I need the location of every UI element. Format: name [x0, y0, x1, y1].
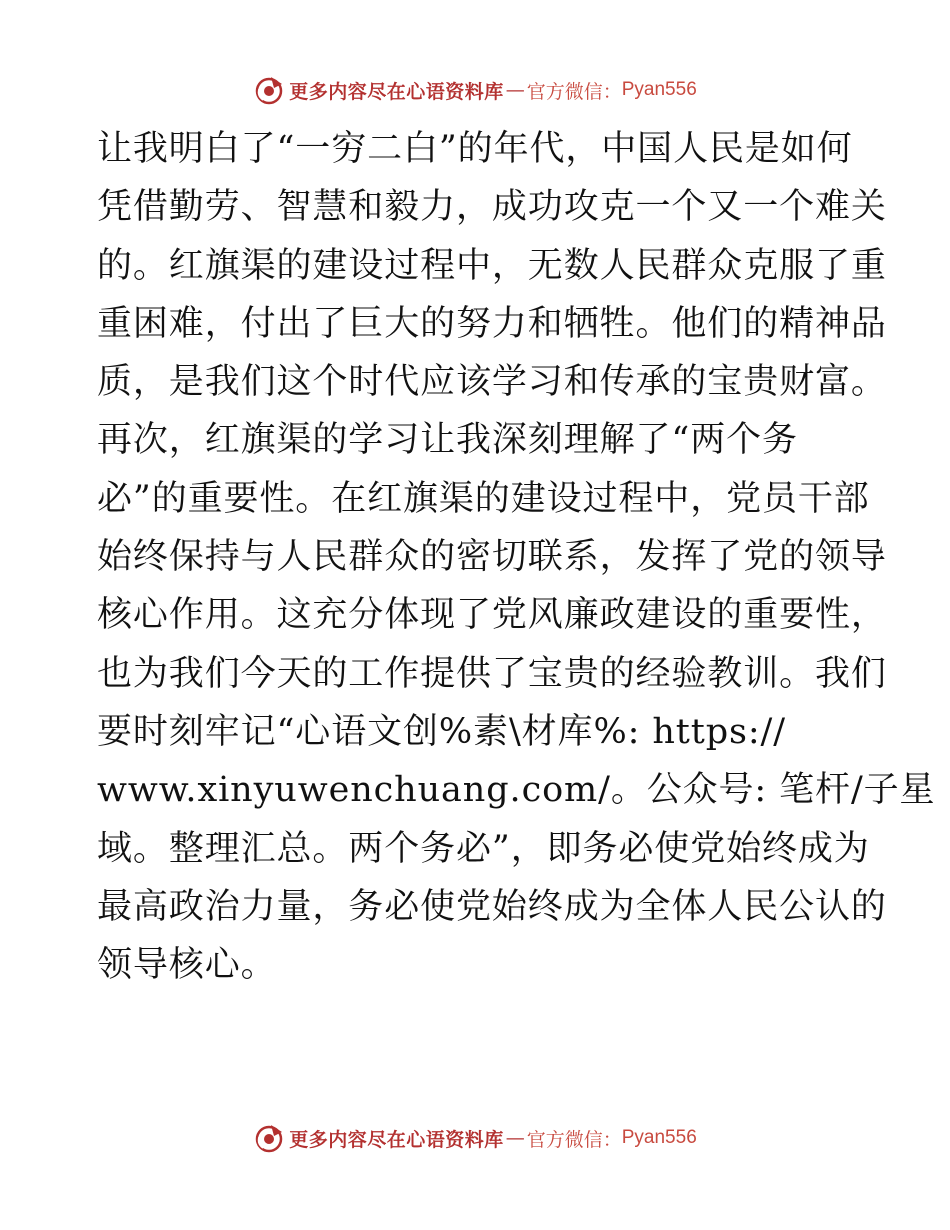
body-line: 让我明白了“一穷二白”的年代，中国人民是如何 — [97, 129, 853, 169]
footer-banner — [0, 1118, 950, 1158]
document-body — [97, 120, 936, 994]
body-line: 质，是我们这个时代应该学习和传承的宝贵财富。 — [97, 362, 887, 403]
body-line: 的。红旗渠的建设过程中，无数人民群众克服了重 — [97, 245, 887, 286]
body-line: 再次，红旗渠的学习让我深刻理解了“两个务 — [97, 420, 798, 461]
footer-wechat-id: Pyan556 — [621, 1127, 697, 1148]
footer-wechat-label: 官方微信： — [526, 1128, 622, 1151]
footer-dash: — — [505, 1127, 525, 1149]
header-dash: — — [505, 79, 525, 101]
body-line-url: www.xinyuwenchuang.com/。公众号: 笔杆/子星 — [97, 770, 936, 811]
header-wechat-id: Pyan556 — [621, 79, 697, 100]
header-brand-text: 更多内容尽在心语资料库 — [289, 80, 504, 103]
pen-nib-logo-icon — [253, 74, 285, 106]
body-line: 必”的重要性。在红旗渠的建设过程中，党员干部 — [97, 478, 870, 519]
body-line-url: 要时刻牢记“心语文创%素\材库%: https:// — [97, 711, 786, 752]
body-line: 核心作用。这充分体现了党风廉政建设的重要性， — [97, 595, 887, 636]
body-line: 域。整理汇总。两个务必”，即务必使党始终成为 — [97, 828, 870, 869]
header-banner — [0, 70, 950, 110]
body-line: 凭借勤劳、智慧和毅力，成功攻克一个又一个难关 — [97, 187, 887, 228]
body-line: 重困难，付出了巨大的努力和牺牲。他们的精神品 — [97, 303, 887, 344]
body-line: 始终保持与人民群众的密切联系，发挥了党的领导 — [97, 537, 887, 578]
header-wechat-label: 官方微信： — [526, 80, 622, 103]
body-line: 也为我们今天的工作提供了宝贵的经验教训。我们 — [97, 653, 887, 694]
body-line: 领导核心。 — [97, 945, 277, 986]
body-line: 最高政治力量，务必使党始终成为全体人民公认的 — [97, 886, 887, 927]
pen-nib-logo-icon — [253, 1122, 285, 1154]
footer-brand-text: 更多内容尽在心语资料库 — [289, 1128, 504, 1151]
